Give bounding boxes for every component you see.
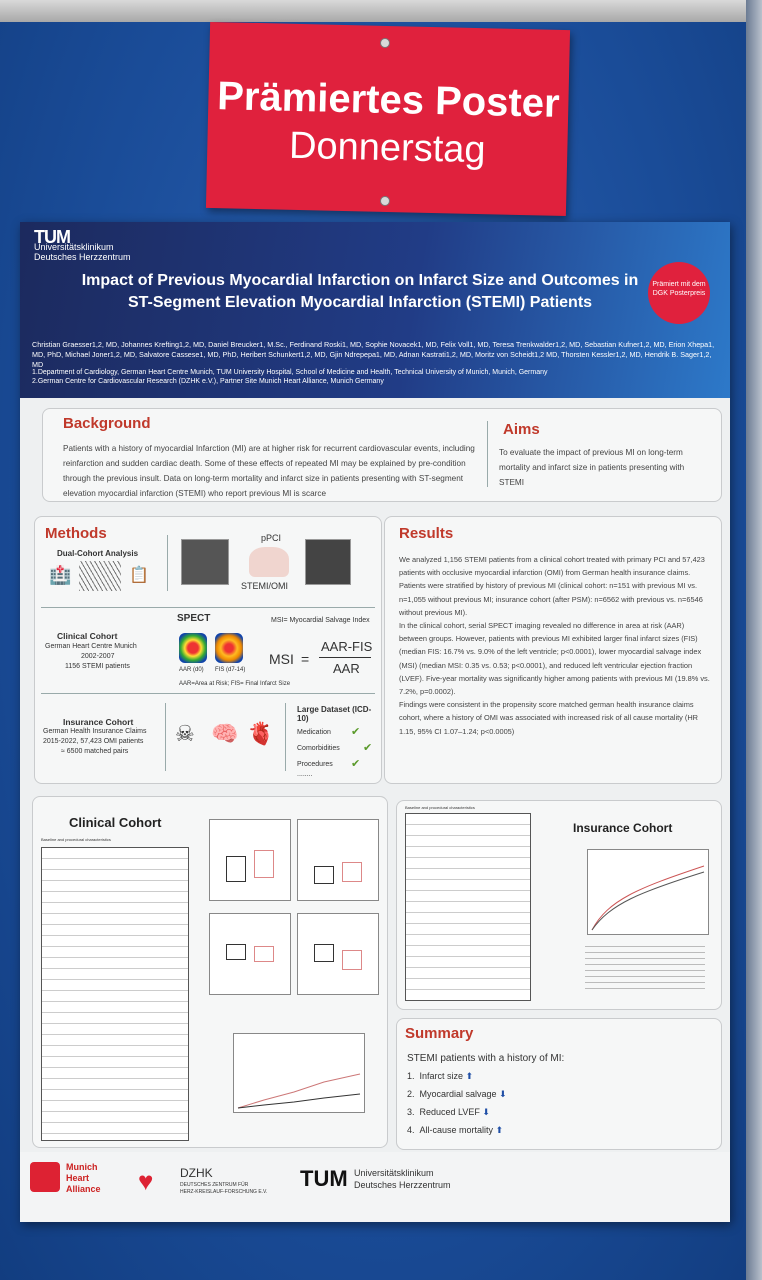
background-heading: Background: [63, 415, 151, 432]
tum-logo: TUM: [34, 227, 70, 247]
arrow-up-icon: ⬆: [495, 1125, 504, 1135]
box: [342, 862, 362, 882]
crowd-icon: [79, 561, 121, 591]
author-list: Christian Graesser1,2, MD, Johannes Krefting1,2, MD, Daniel Breucker1, M.Sc., Ferdinand Roski1, MD, Sophie Novacek1, MD, Felix Voll1, MD, Teresa Trenkwalder1,2, MD, Sebastian Kufner1,2, MD, Erion Xhepa1, MD, PhD, Michael Joner1,2, MD, Salvatore Cassese1, MD, PhD, Heribert Schunkert1,2, MD, Gjin Ndrepepa1, MD, Adnan Kastrati1,2, MD, Moritz von Scheidt1,2 MD, Thorsten Kessler1,2, MD, Hendrik B. Sager1,2, MD: [32, 340, 715, 369]
dataset-ellipsis: ........: [297, 771, 313, 778]
tum-footer-logo: TUM: [300, 1166, 348, 1191]
methods-panel: [34, 516, 382, 784]
km-curves: [234, 1034, 364, 1112]
fraction-bar: [319, 657, 371, 658]
institution-line-1: Universitätsklinikum: [34, 242, 114, 252]
records-icon: 📋: [129, 567, 149, 584]
clinical-table-caption: Baseline and procedural characteristics: [41, 837, 111, 842]
summary-lead: STEMI patients with a history of MI:: [407, 1053, 565, 1064]
results-panel: [384, 516, 722, 784]
box: [314, 866, 334, 884]
box: [254, 946, 274, 962]
skull-icon: ☠: [175, 721, 195, 746]
spect-aar-image: [179, 633, 207, 663]
spect-fis-image: [215, 633, 243, 663]
aar-label: AAR (d0): [179, 667, 204, 673]
insurance-cohort-heading: Insurance Cohort: [573, 821, 673, 835]
poster-title: Impact of Previous Myocardial Infarction on Infarct Size and Outcomes in ST-Segment Elevation Myocardial Infarction (STEMI) Patients: [81, 272, 639, 311]
hospital-icon: 🏥: [49, 565, 72, 585]
item-number: 2.: [407, 1089, 415, 1099]
arrow-down-icon: ⬇: [499, 1089, 507, 1099]
box: [254, 850, 274, 878]
award-sign: [206, 22, 570, 216]
dzhk-heart-icon: ♥: [138, 1166, 154, 1196]
divider: [41, 693, 375, 694]
check-icon: ✔: [363, 742, 373, 754]
award-text: Prämiert mit dem DGK Posterpreis: [652, 281, 706, 297]
divider: [41, 607, 375, 608]
check-icon: ✔: [351, 726, 361, 738]
pin-icon: [380, 196, 390, 206]
divider: [165, 703, 166, 771]
boxplot-aar: [209, 819, 291, 901]
dataset-title: Large Dataset (ICD-10): [297, 705, 372, 723]
box: [342, 950, 362, 970]
summary-item: [407, 1107, 490, 1118]
aims-heading: Aims: [503, 421, 540, 438]
clinical-line-2: 2002-2007: [81, 653, 115, 660]
dataset-item-medication: Medication: [297, 729, 331, 736]
msi-formula-label: MSI: [269, 651, 294, 667]
item-number: 4.: [407, 1125, 415, 1135]
item-text: Infarct size: [419, 1071, 464, 1081]
clinical-cohort-title: Clinical Cohort: [57, 631, 118, 641]
mha-line-1: Munich: [66, 1162, 98, 1172]
dataset-item-procedures: Procedures: [297, 761, 333, 768]
summary-item: [407, 1071, 473, 1082]
insurance-line-3: ≈ 6500 matched pairs: [61, 748, 129, 755]
patient-icon: [249, 547, 289, 577]
results-paragraph-1: We analyzed 1,156 STEMI patients from a clinical cohort treated with primary PCI and 57,423 patients with occlusive myocardial infarction (OMI) from German health insurance claims. Patients were stratified by history of previous MI (clinical cohort: n=151 with previous MI vs. n=1,055 without previous MI; insurance cohort (after PSM): n=6562 with previous vs. n=6546 without previous MI).: [399, 555, 705, 617]
angiogram-image-after: [305, 539, 351, 585]
institution-line-2: Deutsches Herzzentrum: [34, 252, 131, 262]
mha-line-3: Alliance: [66, 1184, 101, 1194]
uni-line-1: Universitätsklinikum: [354, 1168, 434, 1178]
baseline-table: [41, 847, 189, 1141]
formula-numerator: AAR-FIS: [321, 639, 373, 654]
item-text: Reduced LVEF: [419, 1107, 480, 1117]
insurance-mortality-curve: [587, 849, 709, 935]
item-number: 1.: [407, 1071, 415, 1081]
clinical-line-1: German Heart Centre Munich: [45, 643, 137, 650]
insurance-line-1: German Health Insurance Claims: [43, 728, 147, 735]
abbreviations: AAR=Area at Risk; FIS= Final Infarct Size: [179, 681, 291, 687]
award-badge: [648, 262, 710, 324]
stemi-omi-label: STEMI/OMI: [241, 581, 288, 591]
institution-logo: [34, 227, 131, 262]
item-text: Myocardial salvage: [419, 1089, 497, 1099]
board-frame-right: [746, 0, 762, 1280]
item-number: 3.: [407, 1107, 415, 1117]
box: [314, 944, 334, 962]
summary-heading: Summary: [405, 1025, 474, 1042]
insurance-cohort-panel: [396, 800, 722, 1010]
risk-table: [585, 941, 705, 991]
background-aims-panel: [42, 408, 722, 502]
clinical-cohort-panel: [32, 796, 388, 1148]
clinical-cohort-heading: Clinical Cohort: [69, 815, 162, 830]
dzhk-sub-1: DEUTSCHES ZENTRUM FÜR: [180, 1182, 249, 1188]
fis-label: FIS (d7-14): [215, 667, 246, 673]
formula-denominator: AAR: [333, 661, 360, 676]
mortality-curve: [233, 1033, 365, 1113]
insurance-cohort-title: Insurance Cohort: [63, 717, 134, 727]
box: [226, 856, 246, 882]
affiliation-2: 2.German Centre for Cardiovascular Research (DZHK e.V.), Partner Site Munich Heart Alliance, Munich Germany: [32, 378, 384, 385]
divider: [285, 703, 286, 771]
angiogram-image-before: [181, 539, 229, 585]
poster-header: [20, 222, 730, 398]
boxplot-msi: [209, 913, 291, 995]
equals-sign: =: [301, 651, 310, 667]
methods-heading: Methods: [45, 525, 107, 542]
spect-label: SPECT: [177, 613, 211, 624]
summary-item: [407, 1089, 507, 1100]
board-frame-top: [0, 0, 762, 22]
arrow-down-icon: ⬇: [482, 1107, 490, 1117]
clinical-line-3: 1156 STEMI patients: [65, 663, 130, 670]
poster-footer: [20, 1152, 730, 1222]
results-heading: Results: [399, 525, 454, 542]
dual-cohort-label: Dual-Cohort Analysis: [57, 549, 139, 558]
affiliations: [32, 368, 722, 386]
box: [226, 944, 246, 960]
heart-icon: 🫀: [247, 721, 275, 746]
check-icon: ✔: [351, 758, 361, 770]
sign-line-2: Donnerstag: [288, 124, 487, 172]
dzhk-sub-2: HERZ-KREISLAUF-FORSCHUNG E.V.: [180, 1189, 268, 1195]
item-text: All-cause mortality: [419, 1125, 494, 1135]
results-paragraph-3: Findings were consistent in the propensity score matched german health insurance claims cohort, where a history of OMI was associated with increased risk of all cause mortality (HR 1.15, 95% CI 1.07–1.24; p<0.0005): [399, 700, 699, 736]
boxplot-lvef: [297, 913, 379, 995]
insurance-table-caption: Baseline and procedural characteristics: [405, 805, 475, 810]
msi-definition: MSI= Myocardial Salvage Index: [271, 617, 370, 624]
ppci-label: pPCI: [261, 533, 282, 543]
insurance-table: [405, 813, 531, 1001]
arrow-up-icon: ⬆: [465, 1071, 474, 1081]
affiliation-1: 1.Department of Cardiology, German Heart Centre Munich, TUM University Hospital, School of Medicine and Health, Technical University of Munich, Munich, Germany: [32, 369, 548, 376]
scientific-poster: [20, 222, 730, 1222]
mha-line-2: Heart: [66, 1173, 90, 1183]
brain-icon: 🧠: [211, 721, 239, 746]
boxplot-fis: [297, 819, 379, 901]
divider: [487, 421, 488, 487]
uni-line-2: Deutsches Herzzentrum: [354, 1180, 451, 1190]
pin-icon: [380, 38, 390, 48]
munich-heart-alliance-logo-mark: [30, 1162, 60, 1192]
insurance-line-2: 2015-2022, 57,423 OMI patients: [43, 738, 144, 745]
insurance-km-curves: [588, 850, 708, 934]
dataset-item-comorbidities: Comorbidities: [297, 745, 340, 752]
background-text: Patients with a history of myocardial Infarction (MI) are at higher risk for recurrent cardiovascular events, including reinfarction and sudden cardiac death. Some of these effects of repeated MI may be explained by pre-condition through the previous insult. Data on long-term mortality and infarct size in patients presenting with ST-segment elevation myocardial infarction (STEMI) who report previous MI is scarce: [63, 444, 475, 498]
dzhk-logo: DZHK: [180, 1166, 213, 1180]
summary-panel: [396, 1018, 722, 1150]
munich-heart-alliance-logo: [66, 1162, 101, 1195]
divider: [167, 535, 168, 591]
results-text: [399, 553, 711, 738]
sign-line-1: Prämiertes Poster: [216, 74, 561, 126]
summary-item: [407, 1125, 503, 1136]
aims-text: To evaluate the impact of previous MI on long-term mortality and infarct size in patients presenting with STEMI: [499, 448, 685, 487]
results-paragraph-2: In the clinical cohort, serial SPECT imaging revealed no difference in area at risk (AAR) between groups. However, patients with previous MI exhibited larger final infarct sizes (FIS) (median FIS: 16.7% vs. 9.0% of the left ventricle; p<0.0001), lower myocardial salvage index (MSI) (median MSI: 0.35 vs. 0.53; p<0.0001), and reduced left ventricular ejection fraction (LVEF). Five-year mortality was significantly higher among patients with previous MI (19.8% vs. 7.2%, p=0.0002).: [399, 621, 710, 697]
